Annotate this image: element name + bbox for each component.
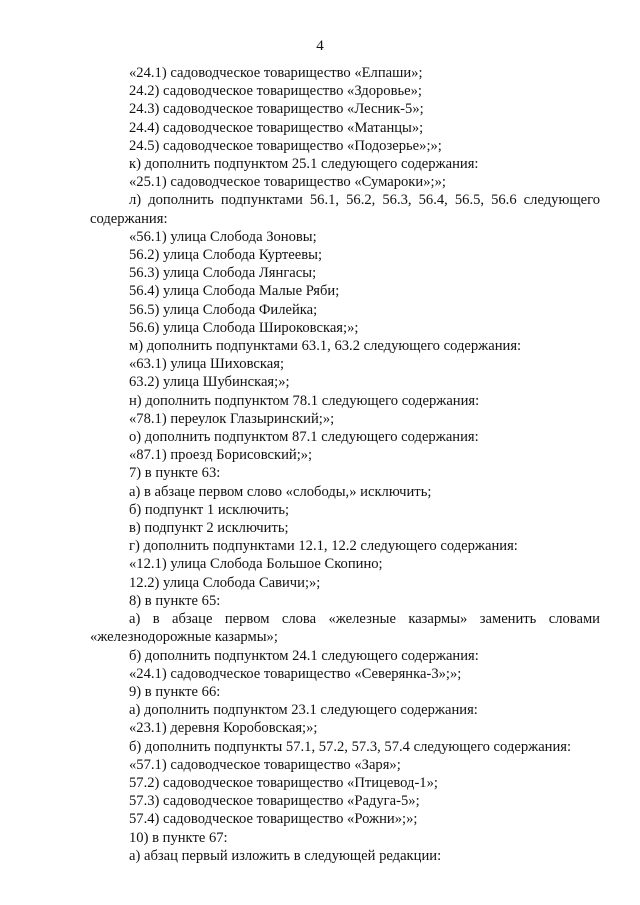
text-line: 57.3) садоводческое товарищество «Радуга-5»;: [129, 793, 420, 810]
text-line: г) дополнить подпунктами 12.1, 12.2 следующего содержания:: [129, 538, 518, 555]
text-line: 57.2) садоводческое товарищество «Птицевод-1»;: [129, 774, 438, 791]
text-line: «24.1) садоводческое товарищество «Северянка-3»;»;: [129, 665, 462, 682]
text-line: «78.1) переулок Глазыринский;»;: [129, 410, 335, 427]
text-line: а) абзац первый изложить в следующей редакции:: [129, 847, 442, 864]
text-line: б) подпункт 1 исключить;: [129, 501, 290, 518]
text-line: «24.1) садоводческое товарищество «Елпаши»;: [129, 65, 423, 81]
text-line: 57.4) садоводческое товарищество «Рожни»;»;: [129, 811, 418, 828]
text-line: к) дополнить подпунктом 25.1 следующего содержания:: [129, 156, 479, 173]
text-line: «12.1) улица Слобода Большое Скопино;: [129, 556, 383, 573]
text-line: «56.1) улица Слобода Зоновы;: [129, 228, 317, 245]
text-line: «57.1) садоводческое товарищество «Заря»;: [129, 756, 401, 773]
text-line: 56.4) улица Слобода Малые Ряби;: [129, 283, 340, 300]
text-line: «25.1) садоводческое товарищество «Сумароки»;»;: [129, 174, 446, 191]
text-line: «87.1) проезд Борисовский;»;: [129, 447, 313, 464]
text-line: в) подпункт 2 исключить;: [129, 520, 289, 537]
text-line: 10) в пункте 67:: [129, 829, 228, 846]
text-line: о) дополнить подпунктом 87.1 следующего содержания:: [129, 429, 479, 446]
text-line: м) дополнить подпунктами 63.1, 63.2 следующего содержания:: [129, 338, 522, 355]
text-line: 56.2) улица Слобода Куртеевы;: [129, 247, 323, 264]
text-line: 63.2) улица Шубинская;»;: [129, 374, 290, 391]
text-paragraph: а) в абзаце первом слова «железные казармы» заменить словами «железнодорожные казармы»;: [90, 611, 600, 646]
text-paragraph: л) дополнить подпунктами 56.1, 56.2, 56.3, 56.4, 56.5, 56.6 следующего содержания:: [90, 192, 600, 227]
text-line: 9) в пункте 66:: [129, 683, 221, 700]
text-line: 24.4) садоводческое товарищество «Матанцы»;: [129, 119, 424, 136]
text-line: 8) в пункте 65:: [129, 592, 221, 609]
text-line: 7) в пункте 63:: [129, 465, 221, 482]
text-line: 56.6) улица Слобода Широковская;»;: [129, 319, 359, 336]
document-body: [90, 64, 600, 865]
text-line: н) дополнить подпунктом 78.1 следующего содержания:: [129, 392, 480, 409]
text-line: 56.5) улица Слобода Филейка;: [129, 301, 318, 318]
text-line: б) дополнить подпунктом 24.1 следующего содержания:: [129, 647, 479, 664]
page-number: 4: [316, 38, 324, 54]
text-line: «23.1) деревня Коробовская;»;: [129, 720, 318, 737]
text-line: а) в абзаце первом слово «слободы,» исключить;: [129, 483, 432, 500]
text-line: «63.1) улица Шиховская;: [129, 356, 284, 373]
text-line: 24.3) садоводческое товарищество «Лесник-5»;: [129, 101, 424, 118]
text-line: 24.5) садоводческое товарищество «Подозерье»;»;: [129, 137, 442, 154]
text-line: а) дополнить подпунктом 23.1 следующего содержания:: [129, 702, 478, 719]
text-line: 56.3) улица Слобода Лянгасы;: [129, 265, 317, 282]
text-line: 12.2) улица Слобода Савичи;»;: [129, 574, 321, 591]
text-line: б) дополнить подпункты 57.1, 57.2, 57.3, 57.4 следующего содержания:: [129, 738, 572, 755]
text-line: 24.2) садоводческое товарищество «Здоровье»;: [129, 83, 422, 100]
